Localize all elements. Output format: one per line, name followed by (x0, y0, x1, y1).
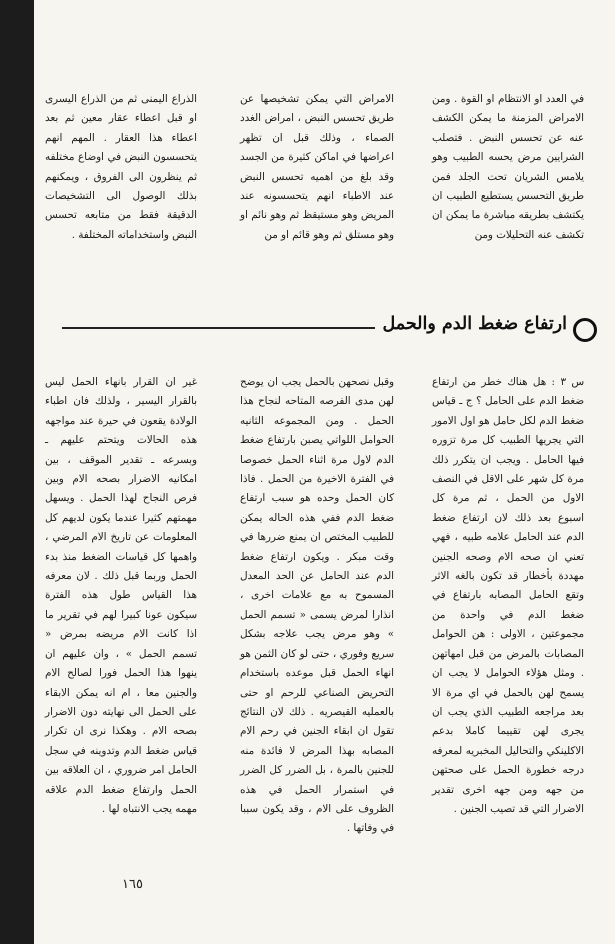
top-column-middle: الامراض التي يمكن تشخيصها عن طريق تحسس النبض ، امراض الغدد الصماء ، وذلك قبل ان تظهر اعراضها في اماكن كثيرة من الجسد وقد بلغ من اهميه تحسس النبض عند الاطباء انهم يتحسسونه عند المريض وهو مستيقظ ثم وهو نائم او وهو مستلق ثم وهو قائم او من (240, 93, 394, 241)
bottom-column-left: غير ان القرار بانهاء الحمل ليس بالقرار اليسير ، ولذلك فان اطباء الولادة يقعون في حيرة عند مواجهه هذه الحالات ويتحتم عليهم ـ وبسرعه ـ تقدير الموقف ، بين امكانيه الاضرار بصحه الام وبين فرص النجاح لهذا الحمل . ويسهل مهمتهم كثيرا عندما يكون لديهم كل المعلومات عن تاريخ الام المرضي ، واهمها كل قياسات الضغط منذ بدء الحمل وربما قبل ذلك . لان معرفه هذا القياس طول هذه الفترة سيكون عونا كبيرا لهم في تقرير ما اذا كانت الام مريضه بمرض « تسمم الحمل » ، وان عليهم ان ينهوا هذا الحمل فورا لصالح الام والجنين معا ، ام انه يمكن الابقاء على الحمل الى نهايته دون الاضرار بصحه الام . وهكذا نرى ان تكرار قياس ضغط الدم وتدوينه في سجل الحامل امر ضروري ، ان العلاقه بين الحمل وارتفاع ضغط الدم علاقه مهمه يجب الانتباه لها . (45, 376, 197, 815)
page-content (45, 90, 615, 944)
bottom-column-middle: وقبل نصحهن بالحمل يجب ان يوضح لهن مدى الفرصه المتاحه لنجاح هذا الحمل . ومن المجموعه الثانيه الحوامل اللواتي يصبن بارتفاع ضغط الدم لاول مرة اثناء الحمل خصوصا في الفترة الاخيرة من الحمل . فاذا كان الحمل وحده هو سبب ارتفاع ضغط الدم ففي هذه الحاله يمكن للطبيب المختص ان يمنع ضررها في وقت مبكر . ويكون ارتفاع ضغط الدم عند الحامل عن الحد المعدل المسموح به مع علامات اخرى ، انذارا لمرض يسمى « تسمم الحمل » وهو مرض يجب علاجه بشكل سريع وفوري ، حتى لو كان الثمن هو انهاء الحمل قبل موعده باستخدام التحريض الصناعي للرحم او حتى بالعمليه القيصريه . ذلك لان النتائج تقول ان ابقاء الجنين في رحم الام المصابه بهذا المرض لا فائدة منه للجنين بالمرة ، بل الضرر كل الضرر في استمرار الحمل في هذه الظروف على الام ، وقد يكون سببا في وفاتها . (240, 376, 394, 835)
section-title: ارتفاع ضغط الدم والحمل (382, 314, 567, 334)
section-heading (62, 313, 615, 345)
top-column-left: الذراع اليمنى ثم من الذراع اليسرى او قبل اعطاء عقار معين ثم بعد اعطاء هذا العقار . المهم انهم يتحسسون النبض في اوضاع مختلفه ثم ينظرون الى الفروق ، ويمكنهم بذلك الوصول الى التشخيصات الدقيقة فقط من متابعه تحسس النبض واستخداماته المختلفة . (45, 93, 197, 241)
page-number: ١٦٥ (122, 877, 143, 892)
heading-rule (62, 327, 375, 329)
circle-bullet-icon (573, 318, 597, 342)
bottom-column-right: س ٣ : هل هناك خطر من ارتفاع ضغط الدم على الحامل ؟ ج ـ قياس ضغط الدم لكل حامل هو اول الامور التي يجريها الطبيب كل مرة تزوره فيها الحامل . ويجب ان يتكرر ذلك مرة كل شهر على الاقل في النصف الاول من الحمل ، ثم مرة كل اسبوع بعد ذلك لان ارتفاع ضغط الدم عند الحامل علامه طبيه ، فهي تعني ان صحه الام وصحه الجنين مهددة بأخطار قد تكون بالغه الاثر وتقع الحامل المصابه بارتفاع في ضغط الدم في واحدة من مجموعتين ، الاولى : هن الحوامل المصابات بالمرض من قبل امهاتهن . ومثل هؤلاء الحوامل لا يجب ان يسمح لهن بالحمل في اي مرة الا بعد مراجعه الطبيب الذي يجب ان يجرى لهن تقييما كاملا بدعم الاكلينكي والتحاليل المخبريه لمعرفه درجه خطورة الحمل على صحتهن من جهه ومن جهه اخرى تقدير الاضرار التي قد تصيب الجنين . (432, 376, 584, 815)
top-column-right: في العدد او الانتظام او القوة . ومن الامراض المزمنة ما يمكن الكشف عنه عن تحسس النبض . فتصلب الشرايين مرض يحسه الطبيب وهو يلامس الشريان تحت الجلد فمن طريق التحسس يستطيع الطبيب ان يكتشف بطريقه مباشرة ما يمكن ان تكشف عنه التحليلات ومن (432, 93, 584, 241)
